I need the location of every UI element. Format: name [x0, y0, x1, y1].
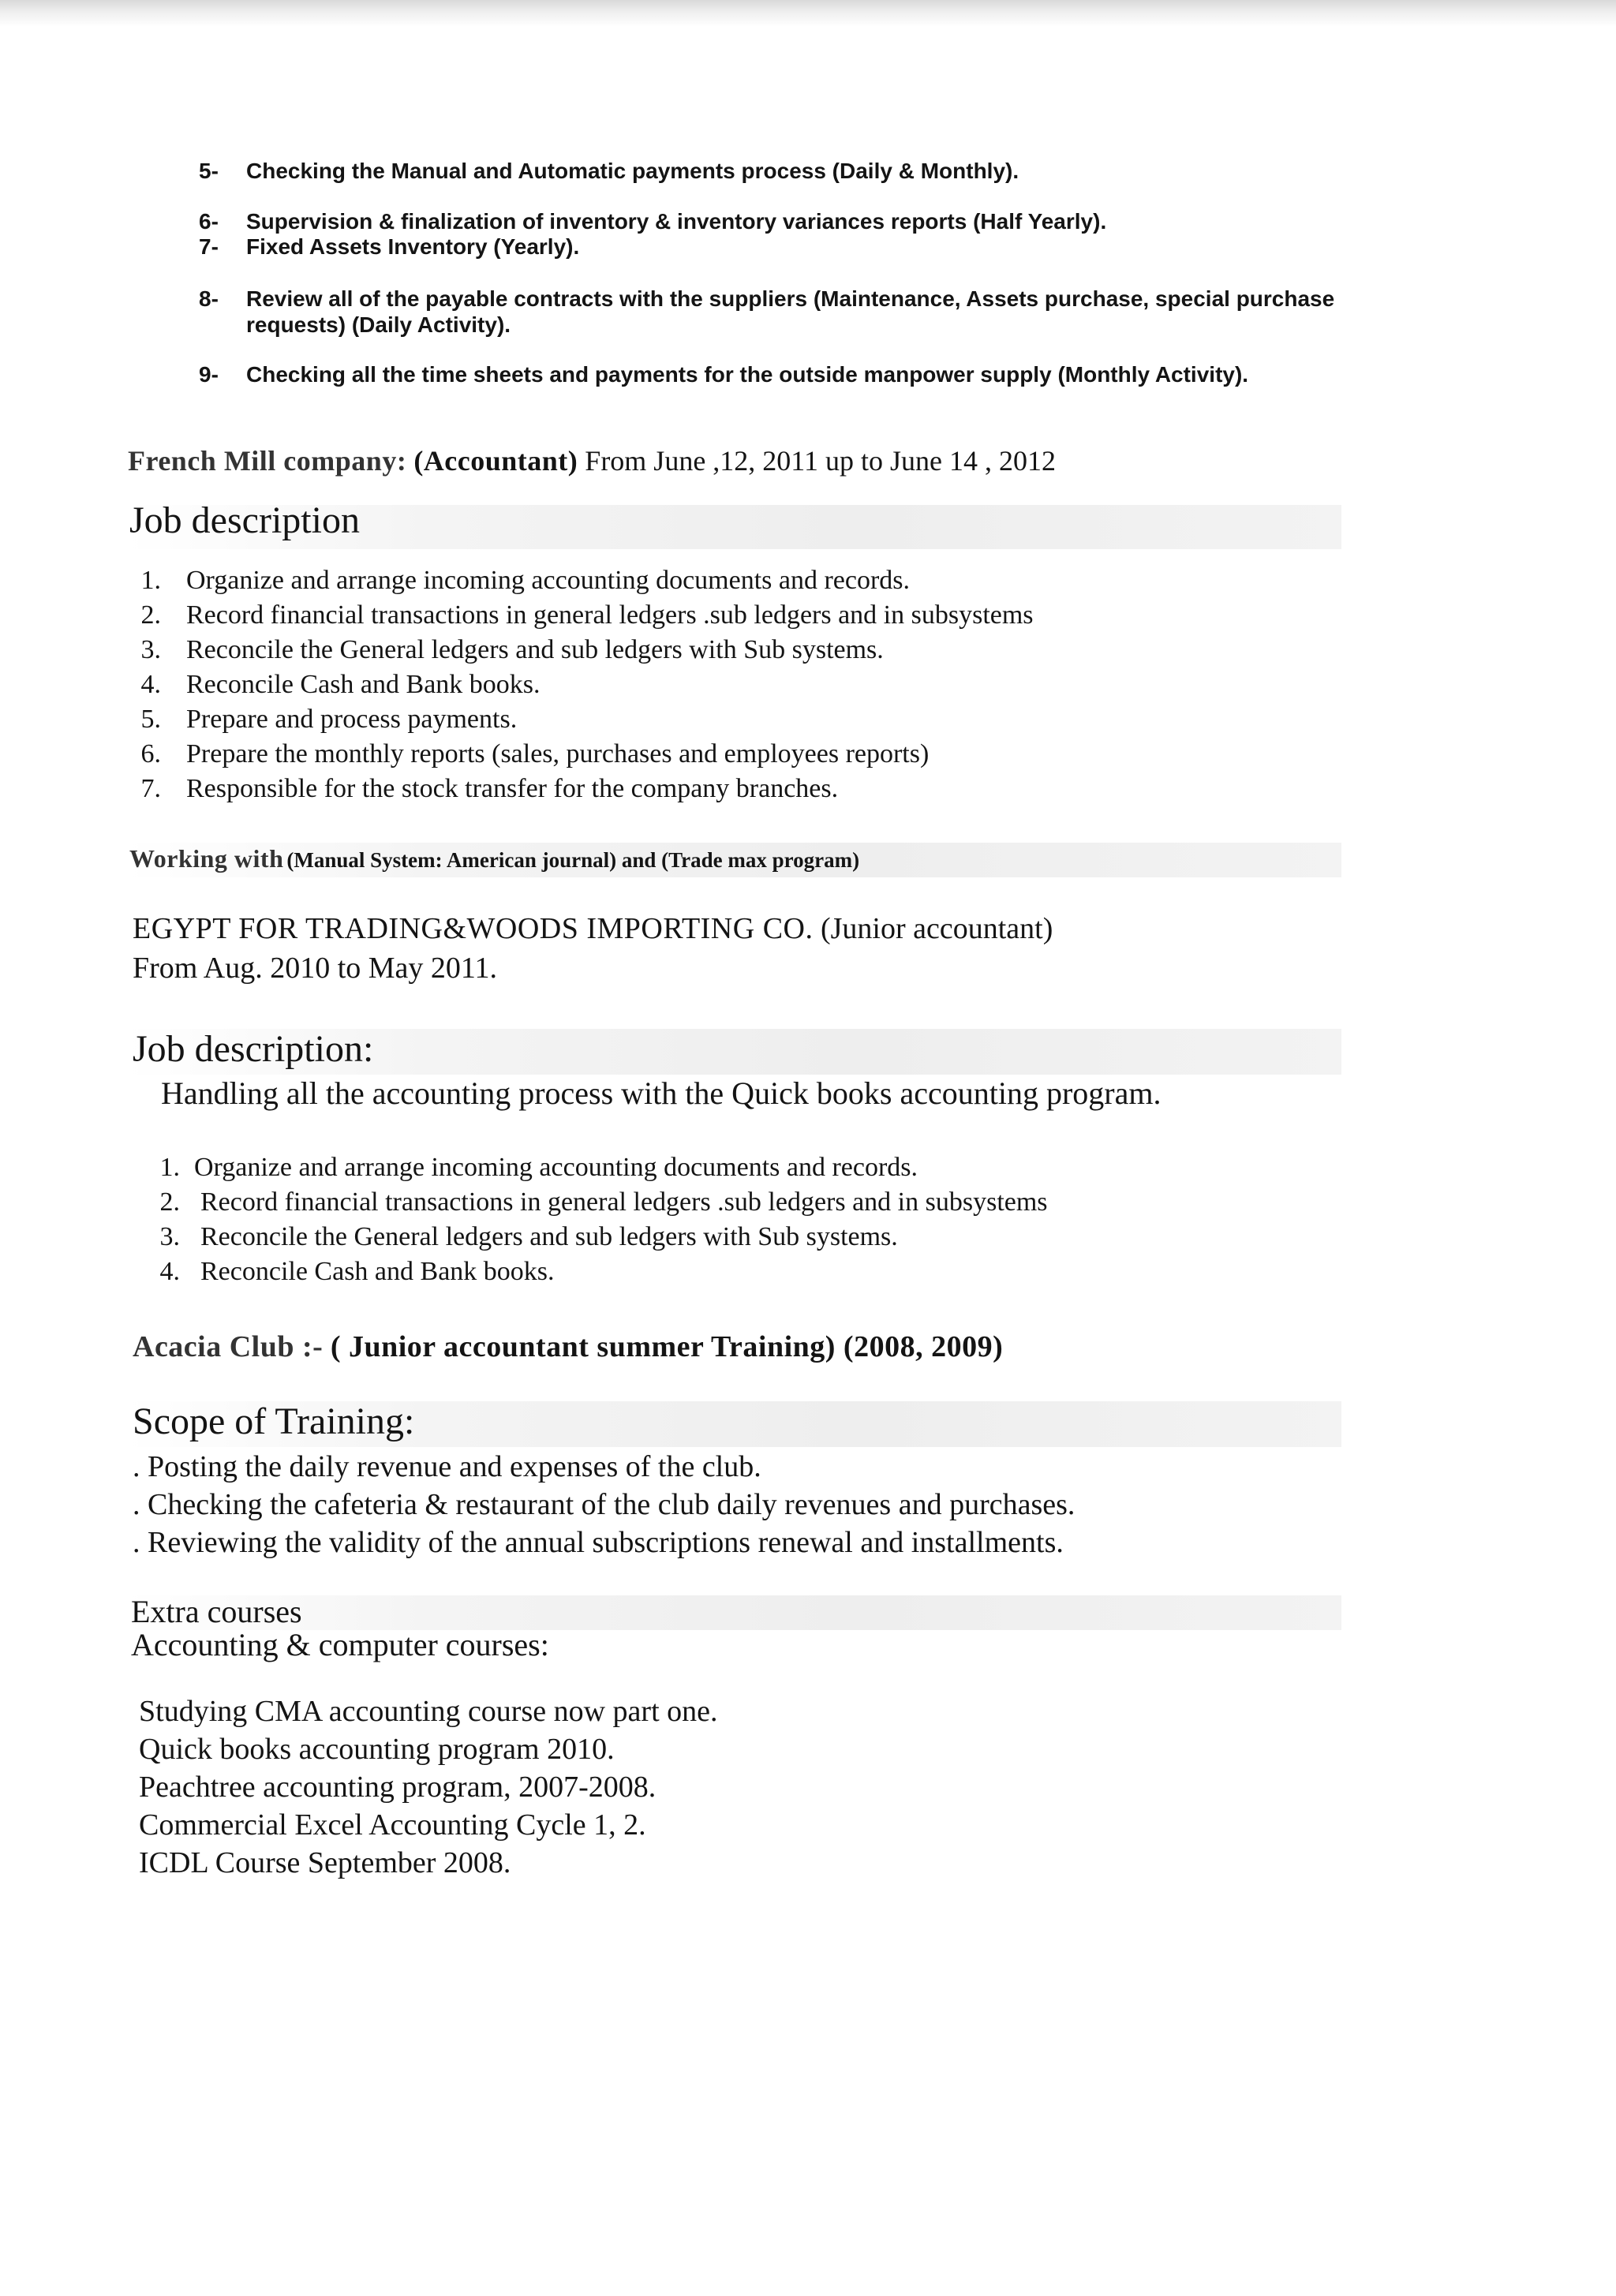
item-text: Checking all the time sheets and payments for the outside manpower supply (Monthly Activity).	[246, 362, 1249, 387]
item-number: 3.	[140, 635, 161, 664]
job-role: (Accountant)	[413, 445, 578, 477]
item-number: 7-	[199, 234, 219, 259]
item-number: 2.	[159, 1187, 180, 1217]
employment-dates: From Aug. 2010 to May 2011.	[133, 952, 497, 985]
item-number: 4.	[159, 1257, 180, 1286]
list-item: . Checking the cafeteria & restaurant of the club daily revenues and purchases.	[133, 1488, 1075, 1521]
job-role: ( Junior accountant summer Training) (2008, 2009)	[330, 1330, 1004, 1363]
section-band	[126, 1595, 1341, 1630]
item-text: Organize and arrange incoming accounting documents and records.	[186, 566, 911, 595]
item-text: Review all of the payable contracts with the suppliers (Maintenance, Assets purchase, special purchase requests) (Daily Activity).	[246, 286, 1335, 337]
section-heading: Extra courses	[131, 1594, 302, 1629]
item-text: Fixed Assets Inventory (Yearly).	[246, 234, 580, 259]
item-number: 5.	[140, 705, 161, 734]
section-heading: Job description:	[133, 1028, 374, 1070]
item-number: 2.	[140, 600, 161, 630]
item-number: 8-	[199, 286, 219, 311]
item-number: 1.	[140, 566, 161, 595]
item-number: 4.	[140, 670, 161, 699]
company-name: Acacia Club :-	[133, 1330, 324, 1363]
scan-edge-shadow	[0, 0, 1616, 27]
item-number: 6-	[199, 209, 219, 234]
list-item: Commercial Excel Accounting Cycle 1, 2.	[139, 1808, 646, 1842]
list-item: Studying CMA accounting course now part one.	[139, 1695, 718, 1728]
item-number: 1.	[159, 1153, 180, 1182]
list-item: Peachtree accounting program, 2007-2008.	[139, 1771, 656, 1804]
working-with-detail: (Manual System: American journal) and (Trade max program)	[286, 848, 860, 872]
item-text: Reconcile Cash and Bank books.	[200, 1257, 555, 1286]
section-heading: Scope of Training:	[133, 1400, 415, 1442]
section-heading: Job description	[129, 499, 360, 541]
item-text: Supervision & finalization of inventory & inventory variances reports (Half Yearly).	[246, 209, 1107, 234]
item-number: 6.	[140, 739, 161, 768]
working-with-label: Working with	[129, 844, 284, 873]
list-item: . Posting the daily revenue and expenses of the club.	[133, 1450, 761, 1483]
job-summary: Handling all the accounting process with the Quick books accounting program.	[161, 1075, 1162, 1111]
list-item: . Reviewing the validity of the annual subscriptions renewal and installments.	[133, 1526, 1064, 1559]
item-text: Checking the Manual and Automatic payments process (Daily & Monthly).	[246, 159, 1019, 183]
company-name: French Mill company:	[128, 445, 407, 477]
section-subheading: Accounting & computer courses:	[131, 1627, 549, 1662]
job-role: (Junior accountant)	[820, 912, 1053, 945]
employment-dates: From June ,12, 2011 up to June 14 , 2012	[585, 445, 1056, 477]
item-text: Record financial transactions in general ledgers .sub ledgers and in subsystems	[200, 1187, 1048, 1217]
item-number: 3.	[159, 1222, 180, 1251]
item-number: 9-	[199, 362, 219, 387]
item-text: Prepare the monthly reports (sales, purchases and employees reports)	[186, 739, 930, 768]
item-text: Reconcile the General ledgers and sub ledgers with Sub systems.	[186, 635, 884, 664]
french-mill-header	[128, 443, 1056, 478]
company-name: EGYPT FOR TRADING&WOODS IMPORTING CO.	[133, 912, 814, 945]
list-item: Quick books accounting program 2010.	[139, 1733, 615, 1766]
item-text: Responsible for the stock transfer for the company branches.	[186, 774, 839, 803]
item-number: 7.	[140, 774, 161, 803]
item-text: Record financial transactions in general ledgers .sub ledgers and in subsystems	[186, 600, 1034, 630]
item-number: 5-	[199, 159, 219, 183]
item-text: Organize and arrange incoming accounting documents and records.	[194, 1153, 918, 1182]
working-with-line	[129, 844, 859, 873]
acacia-header	[133, 1329, 1003, 1365]
item-text: Reconcile the General ledgers and sub ledgers with Sub systems.	[200, 1222, 898, 1251]
list-item: ICDL Course September 2008.	[139, 1846, 511, 1879]
egypt-header	[133, 911, 1053, 947]
item-text: Reconcile Cash and Bank books.	[186, 670, 541, 699]
item-text: Prepare and process payments.	[186, 705, 518, 734]
